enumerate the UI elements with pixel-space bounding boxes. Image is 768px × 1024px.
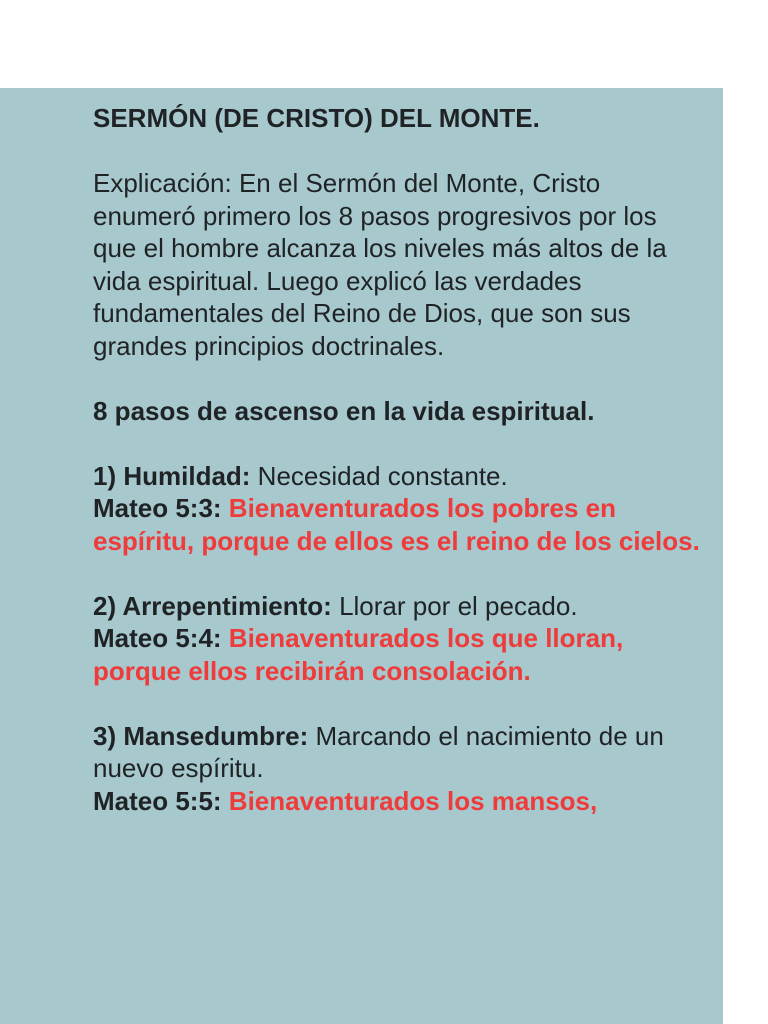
verse-text: Bienaventurados los mansos,	[221, 785, 598, 816]
verse-reference: Mateo 5:3:	[93, 493, 222, 523]
step-description: Necesidad constante.	[250, 460, 508, 491]
step-label: 2) Arrepentimiento:	[93, 590, 332, 621]
document-title: SERMÓN (DE CRISTO) DEL MONTE.	[93, 103, 540, 133]
verse-reference: Mateo 5:5:	[93, 785, 222, 816]
step-label: 3) Mansedumbre:	[93, 720, 309, 751]
verse-reference: Mateo 5:4:	[93, 623, 222, 653]
document-body	[93, 102, 703, 850]
step-3	[93, 720, 703, 818]
verse-text: Bienaventurados los pobres en espíritu, porque de ellos es el reino de los cielos.	[93, 493, 700, 556]
step-2	[93, 590, 703, 688]
verse-text: Bienaventurados los que lloran, porque ellos recibirán consolación.	[93, 623, 624, 686]
steps-heading: 8 pasos de ascenso en la vida espiritual.	[93, 395, 595, 426]
step-label: 1) Humildad:	[93, 460, 251, 491]
step-description: Llorar por el pecado.	[331, 590, 578, 621]
step-verse-line	[93, 492, 703, 557]
explanation-paragraph: Explicación: En el Sermón del Monte, Cristo enumeró primero los 8 pasos progresivos por los que el hombre alcanza los niveles más altos de la vida espiritual. Luego explicó las verdades fundamentales del Reino de Dios, que son sus grandes principios doctrinales.	[93, 168, 667, 361]
step-1	[93, 460, 703, 558]
step-description: Marcando el nacimiento de un nuevo espíritu.	[93, 720, 664, 783]
step-verse-line	[93, 622, 703, 687]
step-verse-line	[93, 785, 703, 818]
